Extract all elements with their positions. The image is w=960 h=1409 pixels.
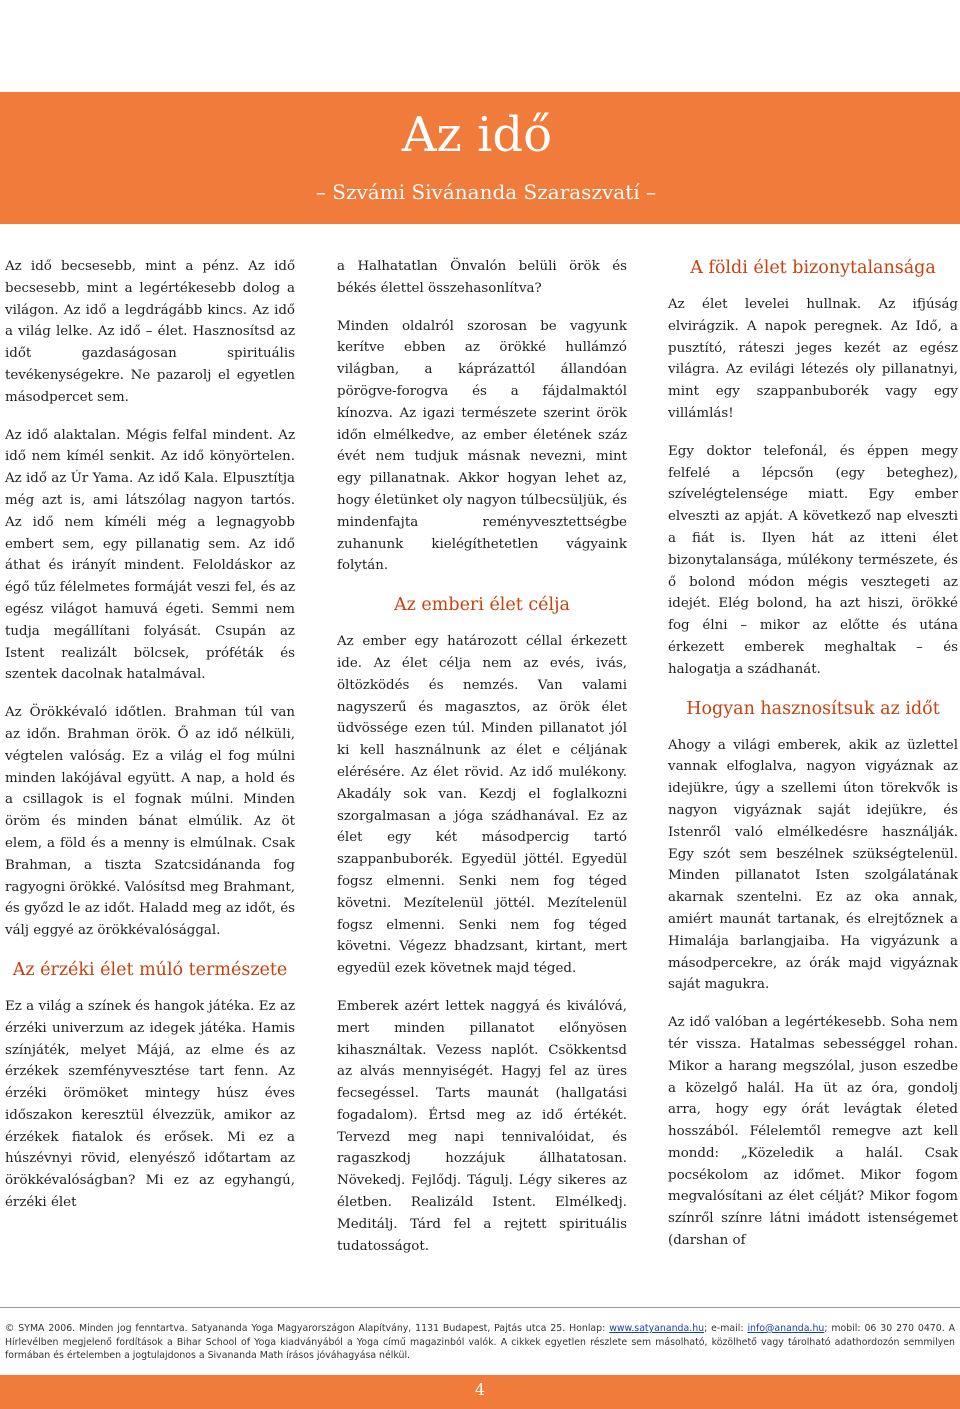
section-heading: Hogyan hasznosítsuk az időt [686, 698, 940, 719]
page-title: Az idő [401, 107, 552, 163]
section-heading: Az emberi élet célja [394, 595, 570, 616]
page-number: 4 [474, 1380, 486, 1399]
footer-divider [0, 1307, 960, 1308]
author-subtitle: – Szvámi Sivánanda Szaraszvatí – [315, 180, 656, 204]
footer-text: ; e-mail: [704, 1323, 748, 1334]
paragraph: a Halhatatlan Önvalón belüli örök és békés élettel összehasonlítva? [337, 259, 627, 296]
paragraph: Az idő becsesebb, mint a pénz. Az idő becsesebb, mint a legértékesebb dolog a világon. Az idő a legdrágább kincs. Az idő a világ lelke. Az idő – élet. Hasznosítsd az időt gazdaságosan spirituális tevékenységekre. Ne pazarolj el egyetlen másodpercet sem. [5, 259, 295, 405]
column-1 [5, 256, 295, 1230]
paragraph: Az Örökkévaló időtlen. Brahman túl van az időn. Brahman örök. Ő az idő nélküli, végtelen valóság. Ez a világ el fog múlni minden lakójával együtt. A nap, a hold és a csillagok is el fognak múlni. Minden öröm és minden bánat elmúlik. Az öt elem, a föld és a menny is elmúlnak. Csak Brahman, a tiszta Szatcsidánanda fog ragyogni örökké. Valósítsd meg Brahmant, és győzd le az időt. Haladd meg az időt, és válj eggyé az örökkévalósággal. [5, 705, 295, 939]
column-3 [668, 256, 958, 1268]
paragraph: Egy doktor telefonál, és éppen megy felfelé a lépcsőn (egy beteghez), szívelégtelensége miatt. Egy ember elveszti az apját. A következő nap elveszti a fiát is. Ilyen hát az itteni élet bizonytalansága, múlékony természete, és ő bolond módon mégis vesztegeti az idejét. Elég bolond, ha azt hiszi, örökké fog élni – mikor az előtte és utána érkezett emberek meghaltak – és halogatja a szádhanát. [668, 443, 958, 677]
footer-copyright [5, 1322, 955, 1363]
paragraph: Az idő valóban a legértékesebb. Soha nem tér vissza. Hatalmas sebességgel rohan. Mikor a harang megszólal, juson eszedbe a közelgő halál. Ha üt az óra, gondolj arra, hogy egy órát levágtak életed hosszából. Félelemtől remegve azt kell mondd: „Közeledik a halál. Csak pocsékolom az időmet. Mikor fogom megvalósítani az élet célját? Mikor fogom színről színre látni imádott istenségemet (darshan of [668, 1015, 958, 1249]
paragraph: Ez a világ a színek és hangok játéka. Ez az érzéki univerzum az idegek játéka. Hamis színjáték, melyet Májá, az elme és az érzékek szemfényvesztése tart fenn. Az érzéki örömöket mintegy húsz éves időszakon keresztül élvezzük, amikor az érzékek fiatalok és erősek. Mi ez a húszévnyi rövid, elenyésző időtartam az örökkévalóságban? Mi ez az egyhangú, érzéki élet [5, 998, 295, 1211]
paragraph: Az ember egy határozott céllal érkezett ide. Az élet célja nem az evés, ivás, öltözködés és nemzés. Van valami nagyszerű és magasztos, az örök élet üdvössége ezen túl. Minden pillanatot jól ki kell használnunk az élet e céljának elérésére. Az élet rövid. Az idő mulékony. Akadály sok van. Kezdj el foglalkozni szorgalmasan a jóga szádhanával. Ez az élet egy két másodpercig tartó szappanbuborék. Egyedül jöttél. Egyedül fogsz elmenni. Senki nem fog téged követni. Mezítelenül jöttél. Mezítelenül fogsz elmenni. Senki nem fog téged követni. Végezz bhadzsant, kirtant, mert egyedül ezek követnek majd téged. [337, 634, 627, 977]
footer-text: ; mobil: 06 30 270 0470. A Hírlevélben megjelenő fordítások a Bihar School of Yoga kiadványából a Yoga című magazinból valók. A cikkek egyetlen részlete sem másolható, közölhető vagy tárolható adathordozón semmilyen formában és értelemben a jogtulajdonos a Sivananda Math írásos jóváhagyása nélkül. [5, 1323, 955, 1362]
section-heading: A földi élet bizonytalansága [690, 258, 936, 278]
paragraph: Emberek azért lettek naggyá és kiválóvá, mert minden pillanatot előnyösen kihasználtak. Vezess naplót. Csökkentsd az alvás mennyiségét. Hagyj fel az üres fecsegéssel. Tarts maunát (hallgatási fogadalom). Értsd meg az idő értékét. Tervezd meg napi tennivalóidat, és ragaszkodj hozzájuk állhatatosan. Növekedj. Fejlődj. Tágulj. Légy sikeres az életben. Realizáld Istent. Elmélkedj. Meditálj. Tárd fel a rejtett spirituális tudatosságot. [337, 998, 627, 1254]
paragraph: Ahogy a világi emberek, akik az üzlettel vannak elfoglalva, nagyon vigyáznak az idejükre, úgy a szellemi úton törekvők is nagyon vigyáznak saját idejükre, és Istenről való elmélkedésre használják. Egy szót sem beszélnek szükségtelenül. Minden pillanatot Isten szolgálatának akarnak szentelni. Ez az oka annak, amiért maunát tartanak, és elrejtőznek a Himalája barlangjaiba. Ha vigyázunk a másodpercekre, az órák majd vigyáznak saját magukra. [668, 737, 958, 993]
paragraph: Minden oldalról szorosan be vagyunk kerítve ebben az örökké hullámzó világban, a káprázattól állandóan pörögve-forogva és a fájdalmaktól kínozva. Az igazi természete szerint örök időn elmélkedve, az ember életének száz évét nem tudjuk másnak nevezni, mint egy pillanatnak. Akkor hogyan lehet az, hogy életünket oly nagyon túlbecsüljük, és mindenfajta reményvesztettségbe zuhanunk kielégíthetetlen vágyaink folytán. [337, 318, 627, 574]
footer-text: © SYMA 2006. Minden jog fenntartva. Satyananda Yoga Magyarországon Alapítvány, 1131 Budapest, Pajtás utca 25. Honlap: [5, 1323, 610, 1334]
section-heading: Az érzéki élet múló természete [12, 959, 288, 980]
paragraph: Az idő alaktalan. Mégis felfal mindent. Az idő nem kímél senkit. Az idő könyörtelen. Az idő az Úr Yama. Az idő Kala. Elpusztítja még azt is, ami látszólag nagyon tartós. Az idő nem kíméli még a legnagyobb embert sem, egy pillanatig sem. Az idő áthat és irányít mindent. Feloldáskor az égő tűz félelmetes formáját veszi fel, és az egész világot hamuvá égeti. Semmi nem tudja megállítani folyását. Csupán az Istent realizált bölcsek, próféták és szentek dacolnak hatalmával. [5, 427, 295, 683]
website-link[interactable]: www.satyananda.hu [609, 1323, 705, 1334]
email-link[interactable]: info@ananda.hu [747, 1323, 825, 1334]
column-2 [337, 256, 627, 1273]
paragraph: Az élet levelei hullnak. Az ifjúság elvirágzik. A napok peregnek. Az Idő, a pusztító, ráteszi jeges kezét az egész világra. Az evilági létezés oly pillanatnyi, mint egy szappanbuborék vagy egy villámlás! [668, 297, 958, 421]
